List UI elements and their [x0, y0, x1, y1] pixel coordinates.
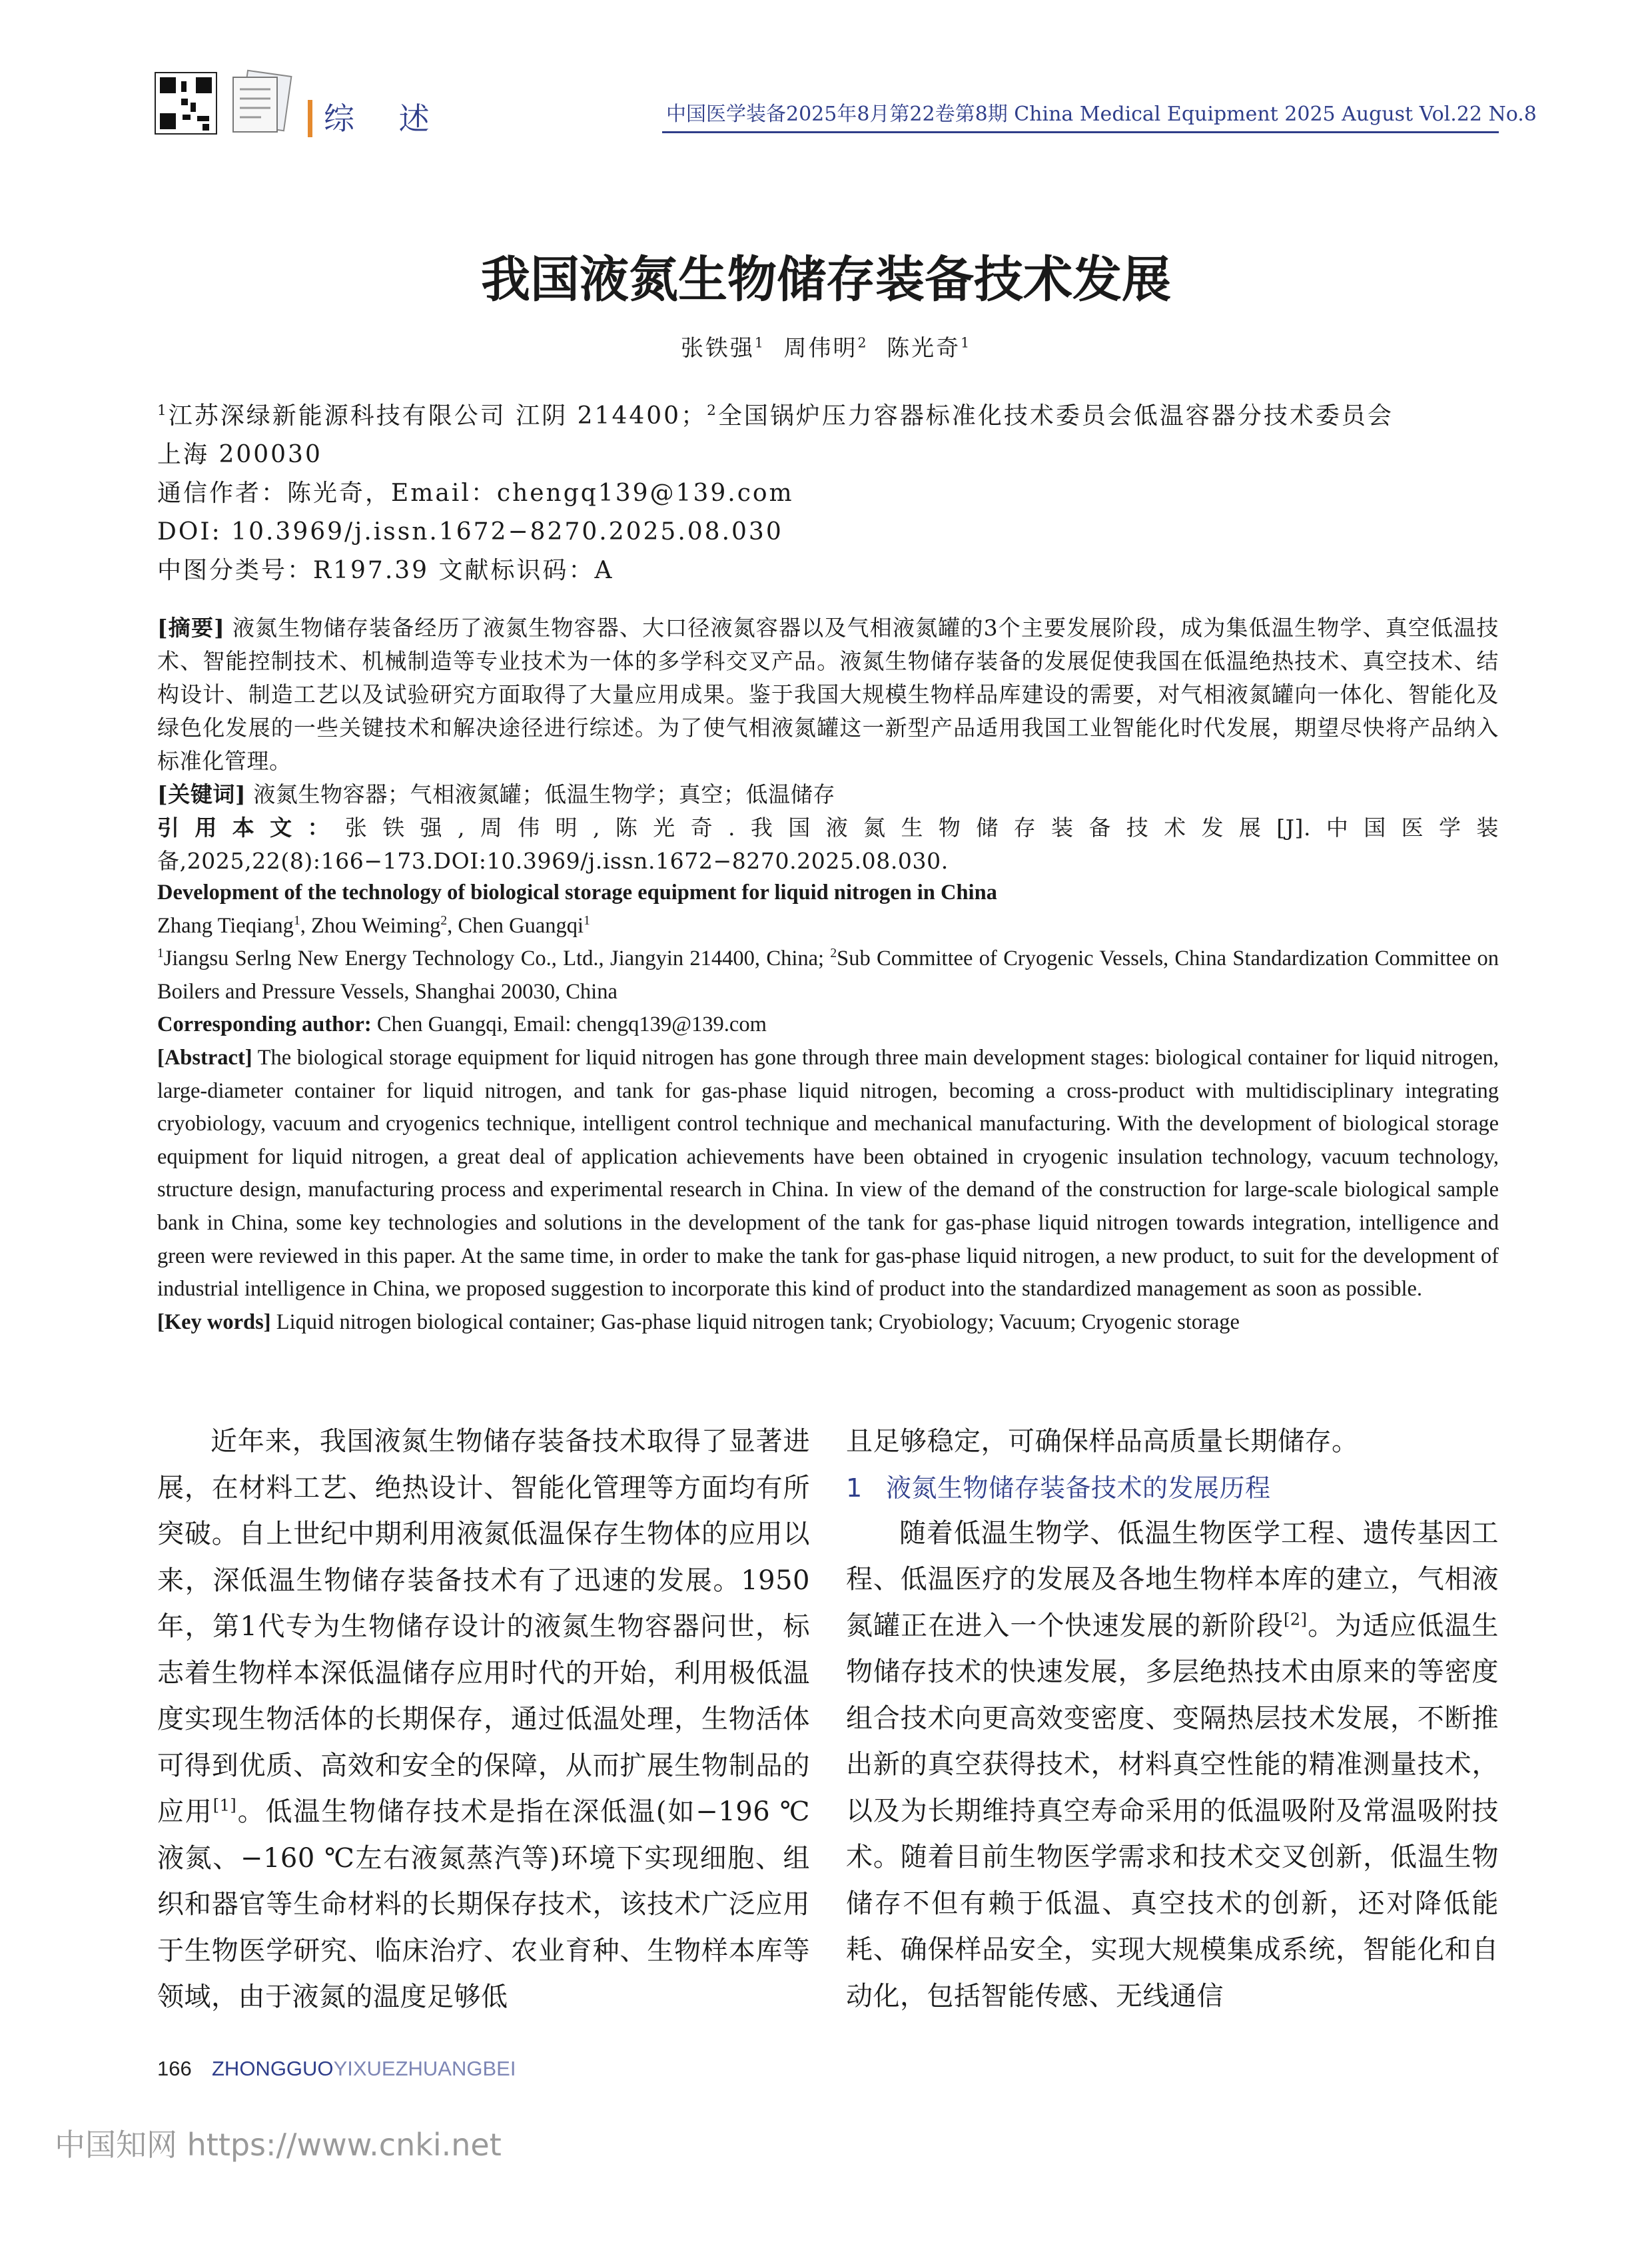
- journal-brand: ZHONGGUOYIXUEZHUANGBEI: [212, 2057, 516, 2080]
- english-title: Development of the technology of biological storage equipment for liquid nitrogen in China: [157, 881, 997, 905]
- classification: 中图分类号：R197.39 文献标识码：A: [157, 557, 614, 584]
- author-line: [133, 333, 1519, 364]
- citation: [157, 811, 1499, 878]
- author-name: 陈光奇: [887, 335, 961, 362]
- reference-mark: [2]: [1284, 1610, 1308, 1629]
- corresponding-author: 通信作者：陈光奇，Email：chengq139@139.com: [157, 480, 794, 507]
- page-number: 166: [157, 2057, 192, 2080]
- affiliation-line-1: $^1$江苏深绿新能源科技有限公司 江阴 214400；$^2$全国锅炉压力容器标准化技术委员会低温容器分技术委员会: [157, 402, 1394, 430]
- doi: DOI: 10.3969/j.issn.1672−8270.2025.08.030: [157, 518, 783, 546]
- section-number: 1: [846, 1473, 863, 1503]
- keywords-cn-text: 液氮生物容器；气相液氮罐；低温生物学；真空；低温储存: [253, 781, 835, 807]
- affiliation-line-2: 上海 200030: [157, 441, 322, 468]
- section-marker: [308, 100, 312, 137]
- abstract-cn-text: 液氮生物储存装备经历了液氮生物容器、大口径液氮容器以及气相液氮罐的3个主要发展阶段，成为集低温生物学、真空低温技术、智能控制技术、机械制造等专业技术为一体的多学科交叉产品。液氮生物储存装备的发展促使我国在低温绝热技术、真空技术、结构设计、制造工艺以及试验研究方面取得了大量应用成果。鉴于我国大规模生物样品库建设的需要，对气相液氮罐向一体化、智能化及绿色化发展的一些关键技术和解决途径进行综述。为了使气相液氮罐这一新型产品适用我国工业智能化时代发展，期望尽快将产品纳入标准化管理。: [157, 615, 1499, 774]
- section-heading: [846, 1465, 1499, 1511]
- author-affil-mark: 1: [754, 334, 765, 351]
- affiliation-block: [157, 397, 1499, 590]
- author-name: 周伟明: [783, 335, 858, 362]
- english-affiliations: $^1$Jiangsu Serlng New Energy Technology Co., Ltd., Jiangyin 214400, China; $^2$Sub Committee of Cryogenic Vessels, China Standardization Committee on Boilers and Pressure Vessels, Shanghai 20030, China: [157, 946, 1499, 1004]
- abstract-cn: [157, 611, 1499, 778]
- citation-text: 张铁强,周伟明,陈光奇.我国液氮生物储存装备技术发展[J].中国医学装备,2025,22(8):166−173.DOI:10.3969/j.issn.1672−8270.2025.08.030.: [157, 815, 1499, 874]
- reference-mark: [1]: [212, 1796, 237, 1815]
- english-corresponding: Corresponding author: Chen Guangqi, Email: chengq139@139.com: [157, 1012, 767, 1037]
- body-paragraph-continued: 且足够稳定，可确保样品高质量长期储存。: [846, 1426, 1359, 1457]
- section-label: 综 述: [324, 101, 447, 137]
- author-name: 张铁强: [680, 335, 755, 362]
- qr-code-icon: [155, 72, 217, 135]
- author-affil-mark: 2: [857, 334, 869, 351]
- body-paragraph: 近年来，我国液氮生物储存装备技术取得了显著进展，在材料工艺、绝热设计、智能化管理等方面均有所突破。自上世纪中期利用液氮低温保存生物体的应用以来，深低温生物储存装备技术有了迅速的发展。1950年，第1代专为生物储存设计的液氮生物容器问世，标志着生物样本深低温储存应用时代的开始，利用极低温度实现生物活体的长期保存，通过低温处理，生物活体可得到优质、高效和安全的保障，从而扩展生物制品的应用[1]。低温生物储存技术是指在深低温(如−196 ℃液氮、−160 ℃左右液氮蒸汽等)环境下实现细胞、组织和器官等生命材料的长期保存技术，该技术广泛应用于生物医学研究、临床治疗、农业育种、生物样本库等领域，由于液氮的温度足够低: [157, 1426, 811, 2012]
- english-front-matter: [157, 877, 1499, 1339]
- cnki-watermark: 中国知网 https://www.cnki.net: [55, 2127, 502, 2163]
- english-authors: Zhang Tieqiang$^1$, Zhou Weiming$^2$, Chen Guangqi$^1$: [157, 913, 590, 938]
- section-title: 液氮生物储存装备技术的发展历程: [886, 1473, 1271, 1503]
- journal-running-header: 中国医学装备2025年8月第22卷第8期 China Medical Equipment 2025 August Vol.22 No.8: [666, 103, 1537, 126]
- english-abstract: [Abstract] The biological storage equipment for liquid nitrogen has gone through three main development stages: biological container for liquid nitrogen, large-diameter container for liquid nitrogen, and tank for gas-phase liquid nitrogen, becoming a cross-product with multidisciplinary integrating cryobiology, vacuum and cryogenics technique, intelligent control technique and mechanical manufacturing. With the development of biological storage equipment for liquid nitrogen, a great deal of application achievements have been obtained in cryogenic insulation technology, vacuum technology, structure design, manufacturing process and experimental research in China. In view of the demand of the construction for large-scale biological sample bank in China, some key technologies and solutions in the development of the tank for gas-phase liquid nitrogen towards integration, intelligence and green were reviewed in this paper. At the same time, in order to make the tank for gas-phase liquid nitrogen, a new product, to suit for the development of industrial intelligence in China, we proposed suggestion to incorporate this kind of product into the standardized management as soon as possible.: [157, 1045, 1499, 1302]
- body-column-left: [157, 1419, 810, 2021]
- body-column-right: [846, 1419, 1499, 2020]
- english-keywords: [Key words] Liquid nitrogen biological container; Gas-phase liquid nitrogen tank; Cryobiology; Vacuum; Cryogenic storage: [157, 1309, 1240, 1334]
- body-paragraph: 随着低温生物学、低温生物医学工程、遗传基因工程、低温医疗的发展及各地生物样本库的建立，气相液氮罐正在进入一个快速发展的新阶段[2]。为适应低温生物储存技术的快速发展，多层绝热技术由原来的等密度组合技术向更高效变密度、变隔热层技术发展，不断推出新的真空获得技术，材料真空性能的精准测量技术，以及为长期维持真空寿命采用的低温吸附及常温吸附技术。随着目前生物医学需求和技术交叉创新，低温生物储存不但有赖于低温、真空技术的创新，还对降低能耗、确保样品安全，实现大规模集成系统，智能化和自动化，包括智能传感、无线通信: [846, 1517, 1499, 2012]
- document-icon: [224, 69, 297, 137]
- abstract-cn-label: [摘要]: [157, 615, 225, 641]
- author-affil-mark: 1: [961, 334, 972, 351]
- citation-label: 引用本文：: [157, 815, 345, 841]
- keywords-cn-label: [关键词]: [157, 781, 246, 807]
- keywords-cn: [157, 778, 1499, 811]
- header-rule: [662, 131, 1499, 133]
- paper-title: 我国液氮生物储存装备技术发展: [481, 251, 1171, 308]
